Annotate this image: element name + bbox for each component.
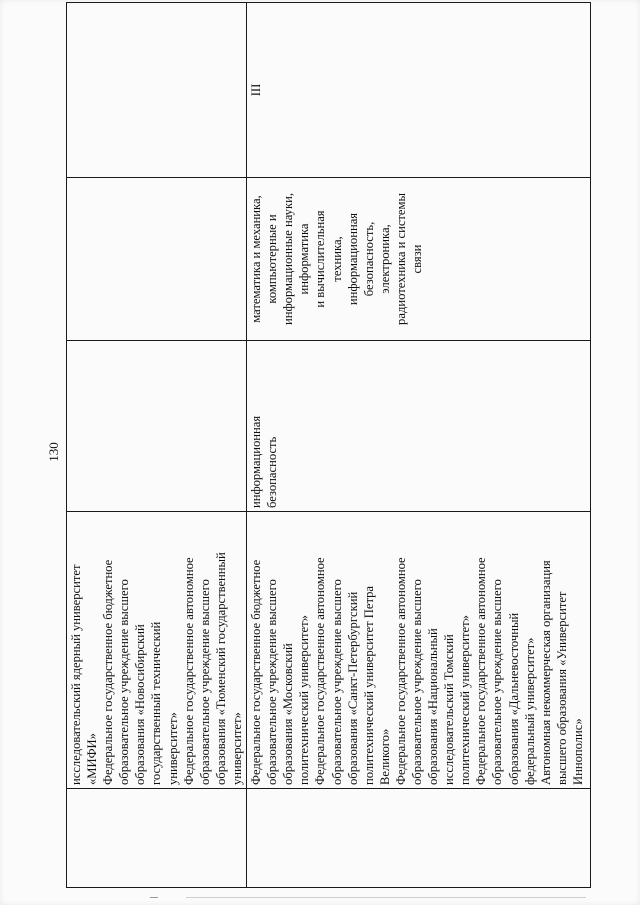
level-cell: III [247, 3, 591, 178]
organization-cell: Федеральное государственное бюджетное образовательное учреждение высшего образования «Московский политехнический университет» Федеральное государственное автономное образовательное учреждение высшего образования «Санкт-Петербургский политехнический университет Петра Великого» Федеральное государственное автономное образовательное учреждение высшего образования «Национальный исследовательский Томский политехнический университет» Федеральное государственное автономное образовательное учреждение высшего образования «Дальневосточный федеральный университет» Автономная некоммерческая организация высшего образования «Университет Иннополис» [247, 512, 591, 789]
study-area-cell [67, 178, 247, 341]
organization-cell: исследовательский ядерный университет «МИФИ» Федеральное государственное бюджетное образовательное учреждение высшего образования «Новосибирский государственный технический университет» Федеральное государственное автономное образовательное учреждение высшего образования «Тюменский государственный университет» [67, 512, 247, 789]
table-row [67, 3, 247, 888]
rotated-table-wrapper [66, 38, 585, 888]
specialty-cell: информационная безопасность [247, 341, 591, 512]
scan-artifact-line [186, 897, 586, 898]
specialties-table [66, 2, 591, 888]
table-row [247, 3, 591, 888]
row-number-cell [67, 789, 247, 888]
specialty-cell [67, 341, 247, 512]
scan-artifact-mark [150, 897, 158, 898]
level-cell [67, 3, 247, 178]
row-number-cell [247, 789, 591, 888]
page-number: 130 [46, 442, 61, 462]
study-area-cell: математика и механика, компьютерные и информационные науки, информатика и вычислительная техника, информационная безопасность, электроника, радиотехника и системы связи [247, 178, 591, 341]
